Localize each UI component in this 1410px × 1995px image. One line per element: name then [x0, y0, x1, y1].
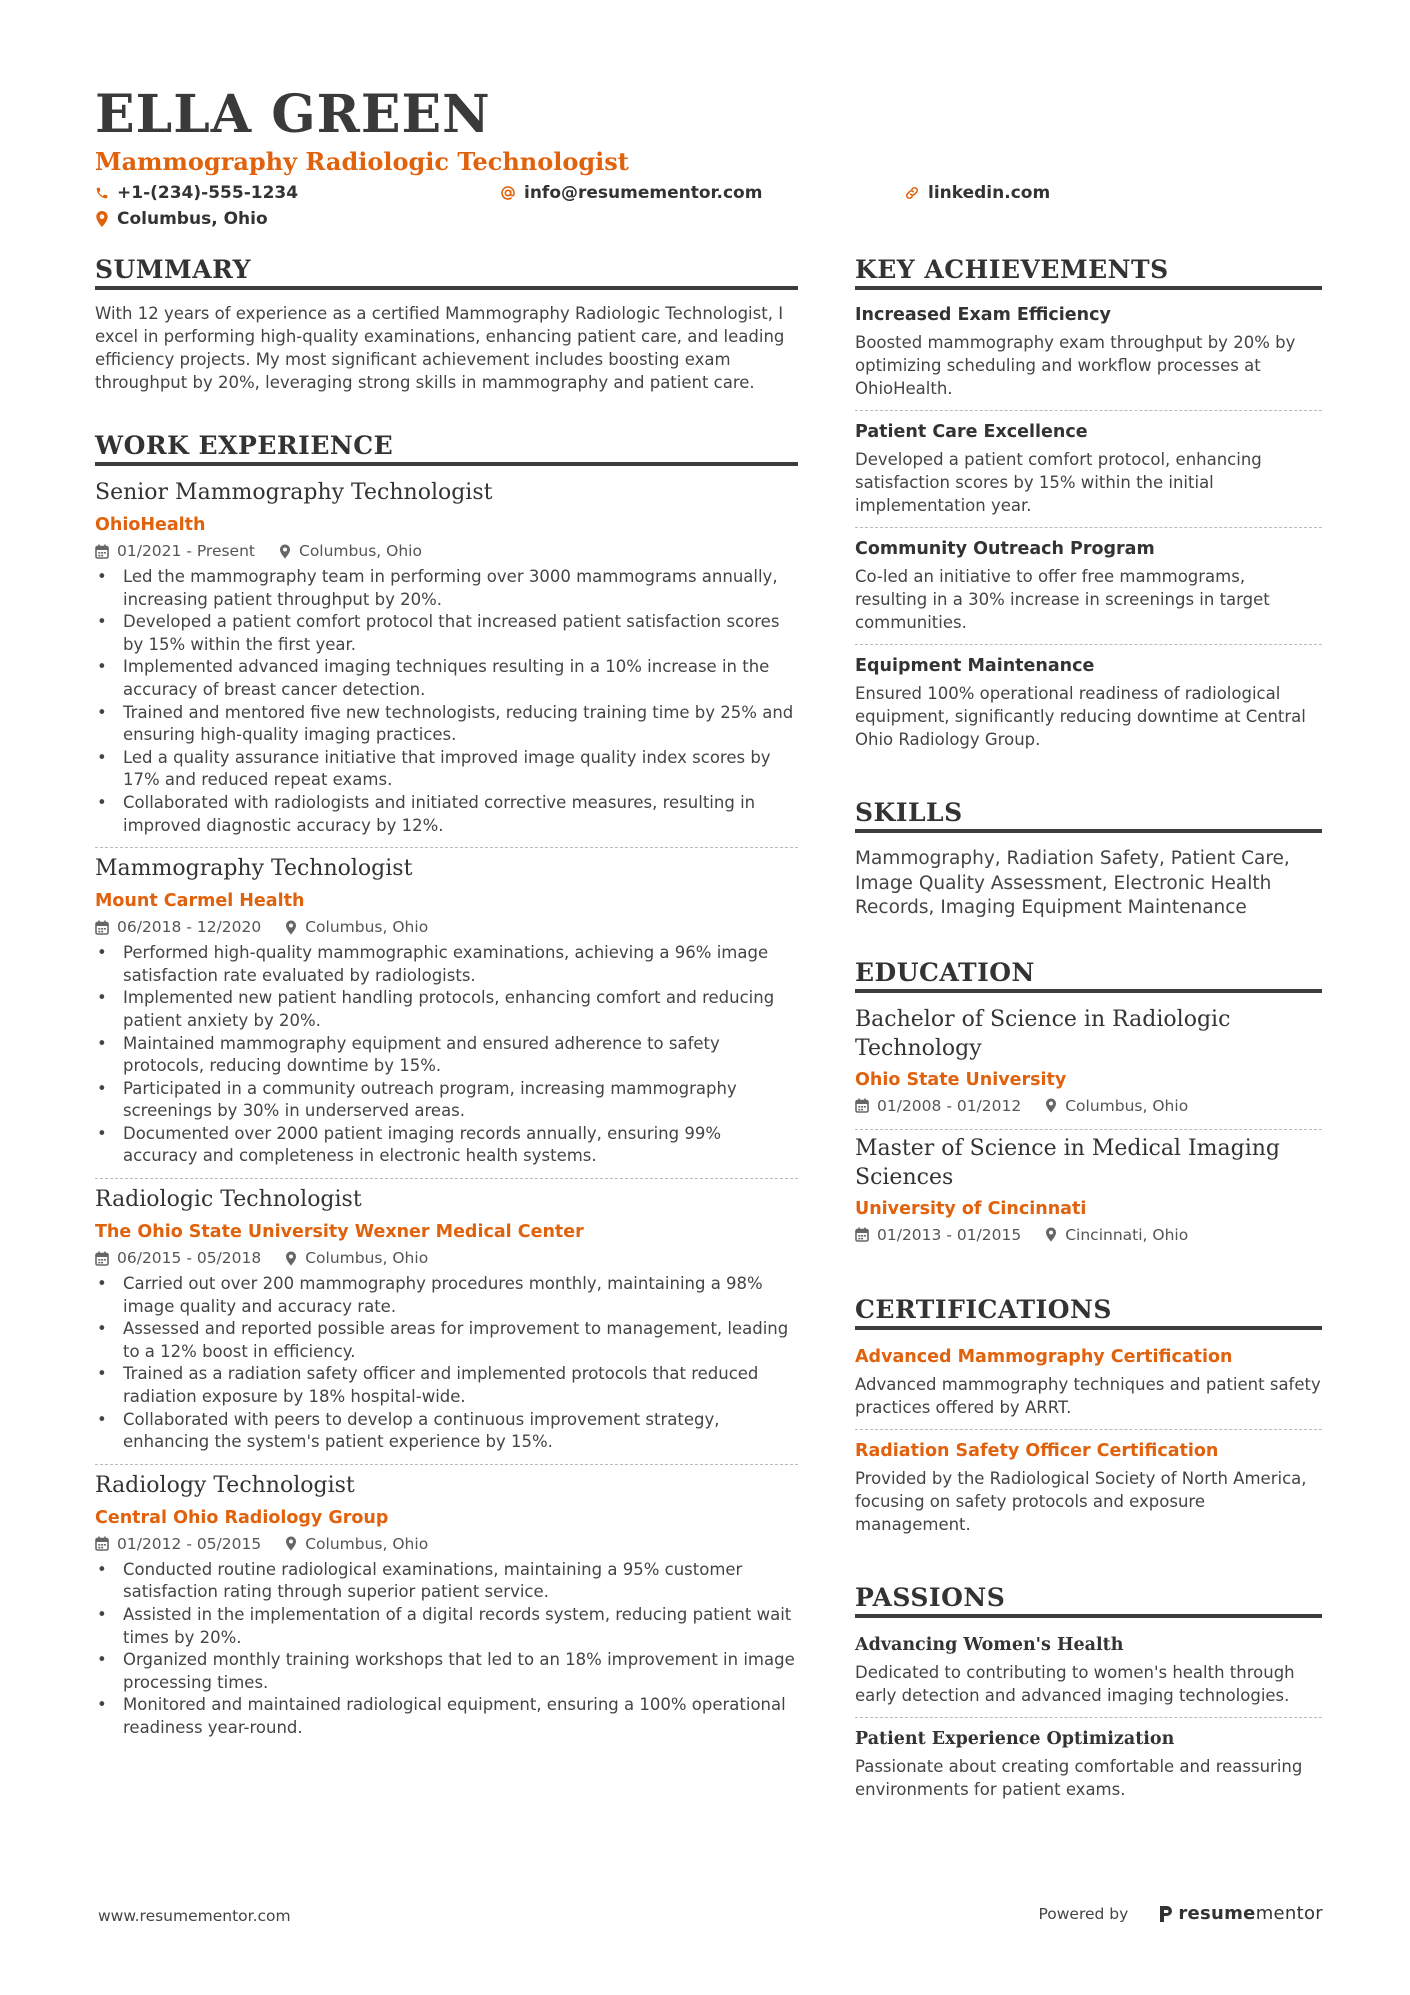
job-bullets [95, 566, 798, 837]
email-text: info@resumementor.com [524, 183, 763, 203]
date-text: 01/2013 - 01/2015 [877, 1225, 1022, 1244]
job-entry [95, 1465, 798, 1750]
location-pin-icon [1045, 1227, 1057, 1242]
passions-heading: PASSIONS [855, 1582, 1322, 1618]
date-location-row [95, 1247, 798, 1269]
date-text: 01/2012 - 05/2015 [117, 1534, 262, 1553]
date-text: 06/2018 - 12/2020 [117, 918, 262, 937]
location [1045, 1224, 1188, 1246]
achievement-desc: Co-led an initiative to offer free mammograms, resulting in a 30% increase in screenings in target communities. [855, 567, 1270, 632]
passion-desc: Dedicated to contributing to women's health through early detection and advanced imaging technologies. [855, 1662, 1295, 1705]
brand-light: mentor [1255, 1903, 1323, 1924]
left-column [95, 254, 798, 1750]
achievement-title: Community Outreach Program [855, 539, 1155, 559]
achievement-desc: Developed a patient comfort protocol, enhancing satisfaction scores by 15% within the initial implementation year. [855, 450, 1262, 515]
degree-title: Master of Science in Medical Imaging Sciences [855, 1135, 1281, 1190]
date-range [95, 540, 255, 562]
passion-item [855, 1718, 1322, 1811]
location-text: Columbus, Ohio [299, 542, 422, 560]
location-pin-icon [285, 1251, 297, 1266]
date-range [95, 1247, 261, 1269]
skills-text: Mammography, Radiation Safety, Patient Care, Image Quality Assessment, Electronic Health Records, Imaging Equipment Maintenance [855, 848, 1290, 918]
date-location-row [855, 1224, 1322, 1246]
job-entry [95, 472, 798, 848]
job-title: Radiologic Technologist [95, 1187, 362, 1213]
achievement-item [855, 645, 1322, 761]
date-range [855, 1224, 1021, 1246]
job-bullets [95, 942, 798, 1168]
date-range [855, 1095, 1021, 1117]
calendar-icon [95, 1536, 109, 1551]
date-text: 01/2021 - Present [117, 542, 255, 560]
brand-logo-text[interactable] [1178, 1903, 1323, 1924]
location-pin-icon [95, 211, 109, 227]
location-text: Columbus, Ohio [305, 1249, 429, 1268]
education-section [855, 957, 1322, 1258]
date-location-row [95, 540, 798, 562]
passion-title: Advancing Women's Health [855, 1634, 1124, 1655]
linkedin-contact[interactable] [904, 180, 1050, 206]
achievement-desc: Boosted mammography exam throughput by 20% by optimizing scheduling and workflow processes at OhioHealth. [855, 333, 1296, 398]
location [285, 1533, 428, 1555]
job-bullet: • Implemented advanced imaging techniques resulting in a 10% increase in the accuracy of breast cancer detection. [95, 656, 798, 701]
header [95, 84, 1335, 236]
job-entry [95, 1179, 798, 1465]
job-title: Radiology Technologist [95, 1472, 355, 1498]
job-bullet: • Trained as a radiation safety officer and implemented protocols that reduced radiation exposure by 18% hospital-wide. [95, 1363, 798, 1408]
job-bullet: • Assisted in the implementation of a digital records system, reducing patient wait times by 20%. [95, 1604, 798, 1649]
passion-desc: Passionate about creating comfortable and reassuring environments for patient exams. [855, 1756, 1303, 1799]
passion-item [855, 1624, 1322, 1718]
job-bullet: • Documented over 2000 patient imaging records annually, ensuring 99% accuracy and completeness in electronic health systems. [95, 1123, 798, 1168]
calendar-icon [95, 920, 109, 935]
certification-item [855, 1430, 1322, 1546]
summary-heading: SUMMARY [95, 254, 798, 290]
location-text: Columbus, Ohio [117, 209, 268, 229]
school-name: Ohio State University [855, 1069, 1067, 1090]
date-text: 06/2015 - 05/2018 [117, 1249, 262, 1268]
passion-title: Patient Experience Optimization [855, 1728, 1175, 1749]
linkedin-text: linkedin.com [928, 183, 1051, 203]
passions-section [855, 1582, 1322, 1811]
passion-list [855, 1624, 1322, 1811]
location [285, 1247, 428, 1269]
calendar-icon [95, 1251, 109, 1266]
resumementor-logo-icon [1158, 1904, 1174, 1924]
job-bullet: • Assessed and reported possible areas for improvement to management, leading to a 12% boost in efficiency. [95, 1318, 798, 1363]
school-name: University of Cincinnati [855, 1198, 1087, 1219]
job-bullet: • Developed a patient comfort protocol that increased patient satisfaction scores by 15% within the first year. [95, 611, 798, 656]
education-list [855, 1001, 1322, 1258]
right-column [855, 254, 1322, 1847]
achievement-item [855, 411, 1322, 528]
certification-item [855, 1336, 1322, 1430]
education-item [855, 1001, 1322, 1130]
location-pin-icon [279, 544, 291, 559]
calendar-icon [95, 544, 109, 559]
date-range [95, 1533, 261, 1555]
company-name: The Ohio State University Wexner Medical Center [95, 1222, 584, 1243]
certifications-heading: CERTIFICATIONS [855, 1294, 1322, 1330]
summary-text: With 12 years of experience as a certified Mammography Radiologic Technologist, I excel in performing high-quality examinations, enhancing patient care, and leading efficiency projects. My most significant achievement includes boosting exam throughput by 20%, leveraging strong skills in mammography and patient care. [95, 304, 785, 392]
location [285, 916, 428, 938]
experience-heading: WORK EXPERIENCE [95, 430, 798, 466]
location-contact [95, 206, 268, 232]
education-heading: EDUCATION [855, 957, 1322, 993]
date-location-row [95, 1533, 798, 1555]
achievement-title: Equipment Maintenance [855, 656, 1095, 676]
calendar-icon [855, 1227, 869, 1242]
location-pin-icon [285, 920, 297, 935]
job-role: Mammography Radiologic Technologist [95, 147, 629, 176]
achievements-section [855, 254, 1322, 761]
contact-info [95, 180, 1335, 236]
candidate-name: ELLA GREEN [95, 84, 491, 145]
job-title: Senior Mammography Technologist [95, 480, 493, 505]
certification-title: Radiation Safety Officer Certification [855, 1440, 1219, 1461]
calendar-icon [855, 1098, 869, 1113]
location-pin-icon [285, 1536, 297, 1551]
location-text: Cincinnati, Ohio [1065, 1225, 1189, 1244]
job-title: Mammography Technologist [95, 856, 413, 882]
education-item [855, 1130, 1322, 1258]
degree-title: Bachelor of Science in Radiologic Technology [855, 1006, 1231, 1061]
location [1045, 1095, 1188, 1117]
job-bullet: • Participated in a community outreach program, increasing mammography screenings by 30% in underserved areas. [95, 1078, 798, 1123]
job-bullet: • Monitored and maintained radiological equipment, ensuring a 100% operational readiness year-round. [95, 1694, 798, 1739]
job-bullets [95, 1273, 798, 1454]
link-icon [904, 185, 920, 201]
certification-desc: Advanced mammography techniques and patient safety practices offered by ARRT. [855, 1374, 1321, 1417]
achievement-list [855, 294, 1322, 761]
experience-section [95, 430, 798, 1750]
certification-list [855, 1336, 1322, 1546]
certification-title: Advanced Mammography Certification [855, 1346, 1233, 1367]
achievements-heading: KEY ACHIEVEMENTS [855, 254, 1322, 290]
date-location-row [855, 1095, 1322, 1117]
job-bullet: • Led a quality assurance initiative that improved image quality index scores by 17% and reduced repeat exams. [95, 747, 798, 792]
achievement-title: Increased Exam Efficiency [855, 305, 1111, 325]
location-text: Columbus, Ohio [305, 1534, 429, 1553]
company-name: OhioHealth [95, 515, 206, 535]
job-bullet: • Collaborated with radiologists and initiated corrective measures, resulting in improved diagnostic accuracy by 12%. [95, 792, 798, 837]
phone-text: +1-(234)-555-1234 [117, 183, 299, 203]
phone-icon [95, 186, 109, 200]
certification-desc: Provided by the Radiological Society of North America, focusing on safety protocols and exposure management. [855, 1468, 1307, 1534]
job-bullet: • Maintained mammography equipment and ensured adherence to safety protocols, reducing downtime by 15%. [95, 1033, 798, 1078]
job-bullet: • Organized monthly training workshops that led to an 18% improvement in image processing times. [95, 1649, 798, 1694]
location-pin-icon [1045, 1098, 1057, 1113]
job-bullet: • Led the mammography team in performing over 3000 mammograms annually, increasing patient throughput by 20%. [95, 566, 798, 611]
footer-url[interactable]: www.resumementor.com [98, 1907, 291, 1925]
date-location-row [95, 916, 798, 938]
achievement-desc: Ensured 100% operational readiness of radiological equipment, significantly reducing downtime at Central Ohio Radiology Group. [855, 684, 1306, 749]
certifications-section [855, 1294, 1322, 1546]
job-bullets [95, 1559, 798, 1740]
job-bullet: • Conducted routine radiological examinations, maintaining a 95% customer satisfaction rating through superior patient service. [95, 1559, 798, 1604]
location [279, 540, 422, 562]
job-bullet: • Performed high-quality mammographic examinations, achieving a 96% image satisfaction rate evaluated by radiologists. [95, 942, 798, 987]
job-bullet: • Carried out over 200 mammography procedures monthly, maintaining a 98% image quality and accuracy rate. [95, 1273, 798, 1318]
company-name: Mount Carmel Health [95, 891, 305, 912]
summary-section [95, 254, 798, 394]
brand-bold: resume [1178, 1903, 1256, 1924]
company-name: Central Ohio Radiology Group [95, 1507, 389, 1528]
email-contact[interactable] [500, 180, 762, 206]
powered-by [1038, 1903, 1323, 1924]
date-text: 01/2008 - 01/2012 [877, 1096, 1022, 1115]
achievement-item [855, 528, 1322, 645]
achievement-item [855, 294, 1322, 411]
job-bullet: • Trained and mentored five new technologists, reducing training time by 25% and ensuring high-quality imaging practices. [95, 702, 798, 747]
skills-section [855, 797, 1322, 921]
location-text: Columbus, Ohio [305, 918, 429, 937]
achievement-title: Patient Care Excellence [855, 422, 1088, 442]
location-text: Columbus, Ohio [1065, 1096, 1189, 1115]
job-bullet: • Collaborated with peers to develop a continuous improvement strategy, enhancing the system's patient experience by 15%. [95, 1409, 798, 1454]
job-bullet: • Implemented new patient handling protocols, enhancing comfort and reducing patient anxiety by 20%. [95, 987, 798, 1032]
at-icon [500, 185, 516, 201]
phone-contact[interactable] [95, 180, 298, 206]
job-entry [95, 848, 798, 1179]
date-range [95, 916, 261, 938]
job-list [95, 472, 798, 1750]
skills-heading: SKILLS [855, 797, 1322, 833]
powered-by-label: Powered by [1038, 1904, 1129, 1923]
